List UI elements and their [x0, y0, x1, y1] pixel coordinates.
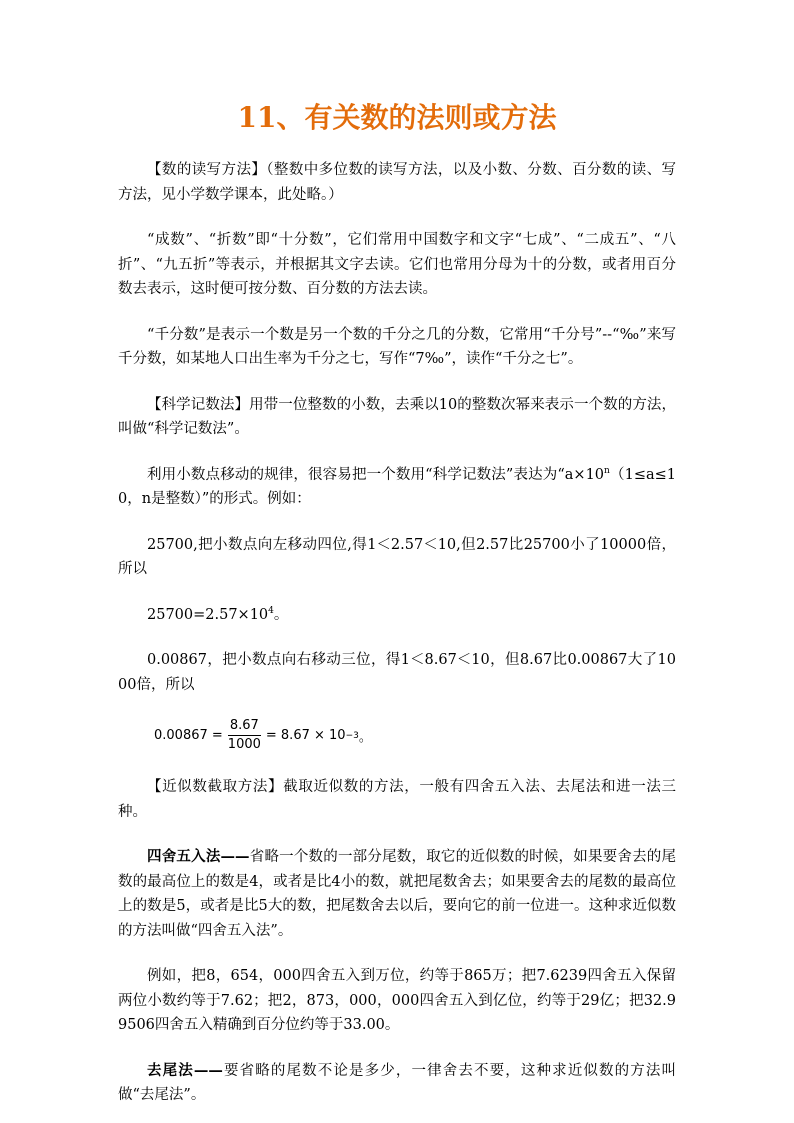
paragraph-approximation-methods [118, 775, 676, 824]
paragraph-result-25700 [118, 603, 676, 628]
paragraph-example-25700: 25700,把小数点向左移动四位,得1＜2.57＜10,但2.57比25700小了10000倍，所以 [118, 536, 676, 577]
paragraph-example-000867: 0.00867，把小数点向右移动三位，得1＜8.67＜10，但8.67比0.00867大了1000倍，所以 [118, 652, 676, 693]
text-run: 利用小数点移动的规律，很容易把一个数用“科学记数法”表达为“a×10 [147, 466, 605, 483]
paragraph-rounding [118, 845, 676, 943]
formula-000867: 0.00867 = $\frac{8.67}{1000}$ = 8.67 × 10 −3 。 [154, 718, 372, 752]
text-run: （1≤a≤10，n是整数）”的形式。例如： [118, 466, 676, 507]
section-heading-scientific: 【科学记数法】 [147, 396, 250, 413]
term-truncation: 去尾法—— [147, 1061, 223, 1079]
paragraph-decimal-shift [118, 463, 676, 512]
fraction-denominator: 1000 [227, 737, 261, 752]
paragraph-percent-tenths: “成数”、“折数”即“十分数”，它们常用中国数字和文字“七成”、“二成五”、“八折”、“九五折”等表示，并根据其文字去读。它们也常用分母为十的分数，或者用百分数去表示，这时便可按分数、百分数的方法去读。 [118, 232, 676, 297]
paragraph-text: 要省略的尾数不论是多少，一律舍去不要，这种求近似数的方法叫做“去尾法”。 [118, 1062, 676, 1103]
formula-end: 。 [358, 730, 372, 745]
superscript: 4 [268, 605, 274, 616]
paragraph-text: 截取近似数的方法，一般有四舍五入法、去尾法和进一法三种。 [118, 779, 677, 820]
fraction-numerator: 8.67 [228, 718, 261, 736]
paragraph-text: 用带一位整数的小数，去乘以10的整数次幂来表示一个数的方法，叫做“科学记数法”。 [118, 396, 676, 437]
paragraph-rounding-examples: 例如，把8，654，000四舍五入到万位，约等于865万；把7.6239四舍五入保留两位小数约等于7.62；把2，873，000，000四舍五入到亿位，约等于29亿；把32.99506四舍五入精确到百分位约等于33.00。 [118, 968, 676, 1033]
text-run: 。 [273, 606, 289, 623]
term-rounding: 四舍五入法—— [147, 848, 250, 865]
formula-lhs: 0.00867 = [154, 728, 223, 743]
superscript: n [604, 465, 610, 476]
formula-rhs: = 8.67 × 10 [265, 728, 346, 743]
page-title: 11、有关数的法则或方法 [237, 101, 557, 134]
paragraph-truncation [118, 1059, 676, 1108]
paragraph-per-mille: “千分数”是表示一个数是另一个数的千分之几的分数，它常用“千分号”--“‰”来写千分数，如某地人口出生率为千分之七，写作“7‰”，读作“千分之七”。 [118, 326, 676, 367]
paragraph-text: （整数中多位数的读写方法，以及小数、分数、百分数的读、写方法，见小学数学课本，此处略。） [118, 162, 677, 203]
text-run: 25700=2.57×10 [147, 606, 269, 623]
formula-fraction [226, 718, 263, 753]
paragraph-text: 省略一个数的一部分尾数，取它的近似数的时候，如果要舍去的尾数的最高位上的数是4，或者是比4小的数，就把尾数舍去；如果要舍去的尾数的最高位上的数是5，或者是比5大的数，把尾数舍去以后，要向它的前一位进一。这种求近似数的方法叫做“四舍五入法”。 [118, 849, 676, 939]
paragraph-scientific-notation [118, 393, 676, 442]
section-heading-read-write: 【数的读写方法】 [147, 162, 267, 178]
paragraph-read-write-method [118, 158, 676, 207]
section-heading-approximation: 【近似数截取方法】 [147, 779, 284, 795]
